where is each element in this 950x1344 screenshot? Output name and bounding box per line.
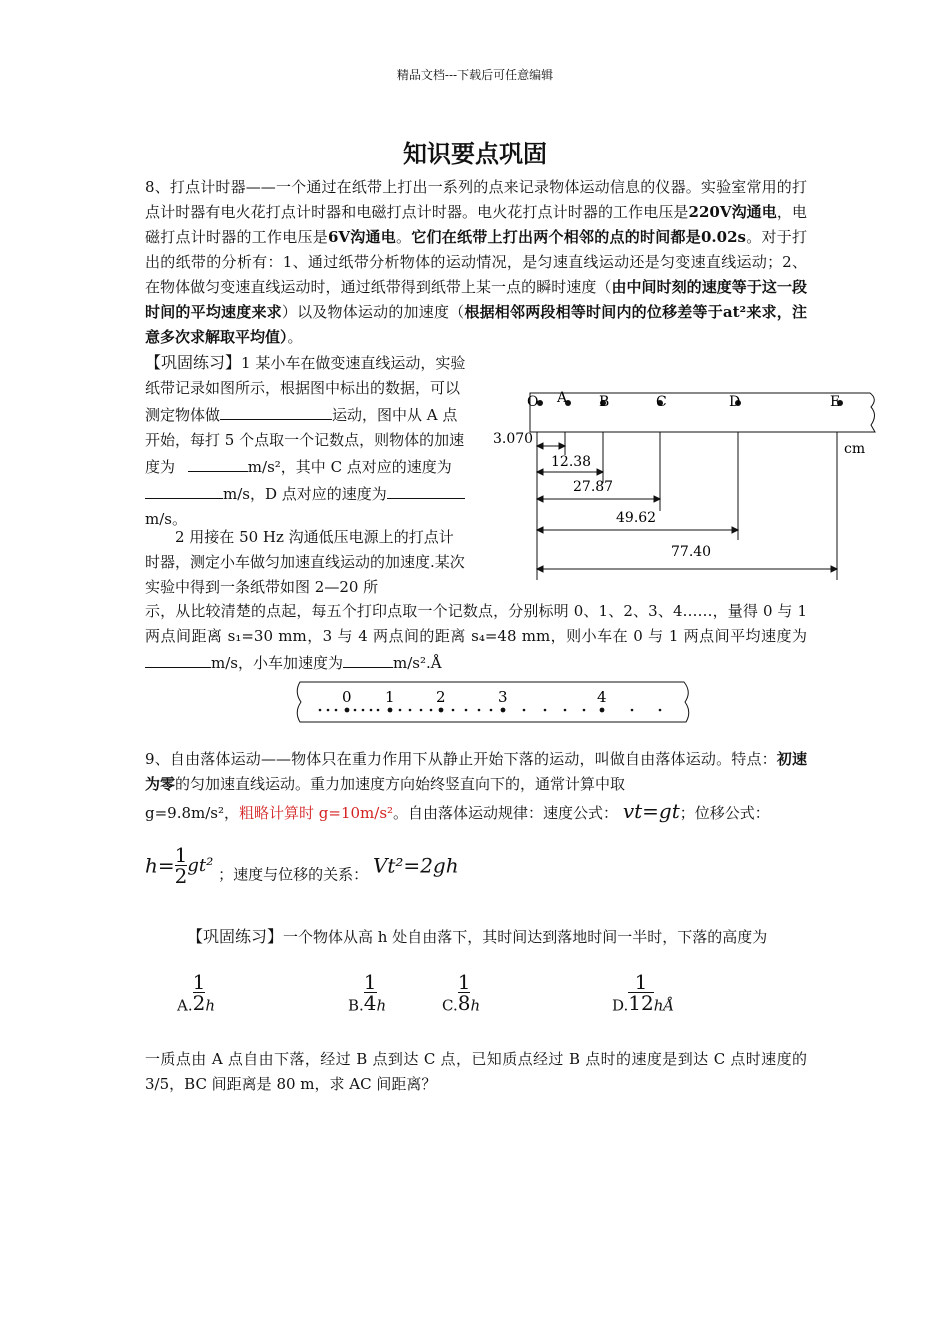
tape-diagram-1 [485, 385, 895, 585]
dim-label-4: 77.40 [671, 544, 712, 560]
exercise-1: 【巩固练习】1 某小车在做变速直线运动，实验纸带记录如图所示，根据图中标出的数据，可以测定物体做 运动，图中从 A 点开始，每打 5 个点取一个记数点，则物体的加速度为 m/s²，其中 C 点对应的速度为m/s，D 点对应的速度为m/s。 [145, 353, 466, 528]
velocity-formula: vt=gt [622, 799, 680, 823]
tape2-label-0: 0 [342, 688, 352, 706]
label-b: B [599, 394, 610, 410]
tape-diagram-2 [292, 678, 694, 726]
option-b[interactable]: B. $\frac{1}{4}$ h [348, 970, 387, 1015]
offset-label: 3.070 [493, 431, 534, 447]
section-8-paragraph: 8、打点计时器——一个通过在纸带上打出一系列的点来记录物体运动信息的仪器。实验室常用的打点计时器有电火花打点计时器和电磁打点计时器。电火花打点计时器的工作电压是220V沟通电，电磁打点计时器的工作电压是6V沟通电。它们在纸带上打出两个相邻的点的时间都是0.02s。对于打出的纸带的分析有：1、通过纸带分析物体的运动情况，是匀速直线运动还是匀变速直线运动；2、在物体做匀变速直线运动时，通过纸带得到纸带上某一点的瞬时速度（由中间时刻的速度等于这一段时间的平均速度来求）以及物体运动的加速度（根据相邻两段相等时间内的位移差等于at²来求，注意多次求解取平均值）。 [145, 178, 807, 346]
blank-avg-velocity[interactable] [145, 649, 211, 668]
exercise-3: 【巩固练习】一个物体从高 h 处自由落下，其时间达到落地时间一半时，下落的高度为 [187, 927, 768, 946]
velocity-displacement-formula: Vt²=2gh [372, 853, 459, 878]
unit-label: cm [844, 441, 866, 457]
exercise-2-part1: 2 用接在 50 Hz 沟通低压电源上的打点计时器，测定小车做匀加速直线运动的加速度.某次实验中得到一条纸带如图 2—20 所 [145, 528, 465, 596]
exercise-2-part2: 示，从比较清楚的点起，每五个打印点取一个记数点，分别标明 0、1、2、3、4……，量得 0 与 1 两点间距离 s₁=30 mm，3 与 4 两点间的距离 s₄=48 mm，则小车在 0 与 1 两点间平均速度为m/s，小车加速度为 m/s².Å [145, 602, 807, 672]
dim-label-2: 27.87 [573, 479, 614, 495]
page-title: 知识要点巩固 [403, 139, 547, 168]
tape2-label-1: 1 [385, 688, 395, 706]
label-o: O [527, 394, 539, 410]
page-header: 精品文档---下载后可任意编辑 [396, 68, 554, 82]
label-d: D [729, 394, 741, 410]
dim-label-3: 49.62 [616, 510, 657, 526]
tape2-label-2: 2 [436, 688, 446, 706]
dim-label-1: 12.38 [551, 454, 592, 470]
option-c[interactable]: C. $\frac{1}{8}$ h [442, 970, 481, 1015]
blank-acceleration-2[interactable] [343, 649, 393, 668]
label-e: E [830, 394, 841, 410]
tape2-label-4: 4 [597, 688, 607, 706]
tape2-label-3: 3 [498, 688, 508, 706]
label-c: C [656, 394, 667, 410]
question-4: 一质点由 A 点自由下落，经过 B 点到达 C 点，已知质点经过 B 点时的速度是到达 C 点时速度的 3/5，BC 间距离是 80 m，求 AC 间距离？ [145, 1050, 807, 1093]
blank-motion-type[interactable] [220, 401, 332, 420]
blank-acceleration[interactable] [188, 453, 248, 472]
section-9-line3: g=9.8m/s²，粗略计算时 g=10m/s²。自由落体运动规律：速度公式： vt=gt；位移公式： [145, 799, 770, 823]
section-9-paragraph: 9、自由落体运动——物体只在重力作用下从静止开始下落的运动，叫做自由落体运动。特点：初速为零的匀加速直线运动。重力加速度方向始终竖直向下的，通常计算中取 [145, 750, 807, 793]
rough-g-note: 粗略计算时 g=10m/s² [239, 804, 394, 822]
option-d[interactable]: D. $\frac{1}{12}$ hÅ [612, 970, 675, 1015]
section-9-formulas: h= $\frac{1}{2}$ gt² ；速度与位移的关系： Vt²=2gh [145, 843, 459, 888]
half-fraction: $\frac{1}{2}$ [174, 843, 188, 888]
option-a[interactable]: A. $\frac{1}{2}$ h [177, 970, 216, 1015]
blank-velocity-c[interactable] [145, 480, 223, 499]
label-a: A [557, 390, 568, 406]
blank-velocity-d[interactable] [387, 480, 465, 499]
